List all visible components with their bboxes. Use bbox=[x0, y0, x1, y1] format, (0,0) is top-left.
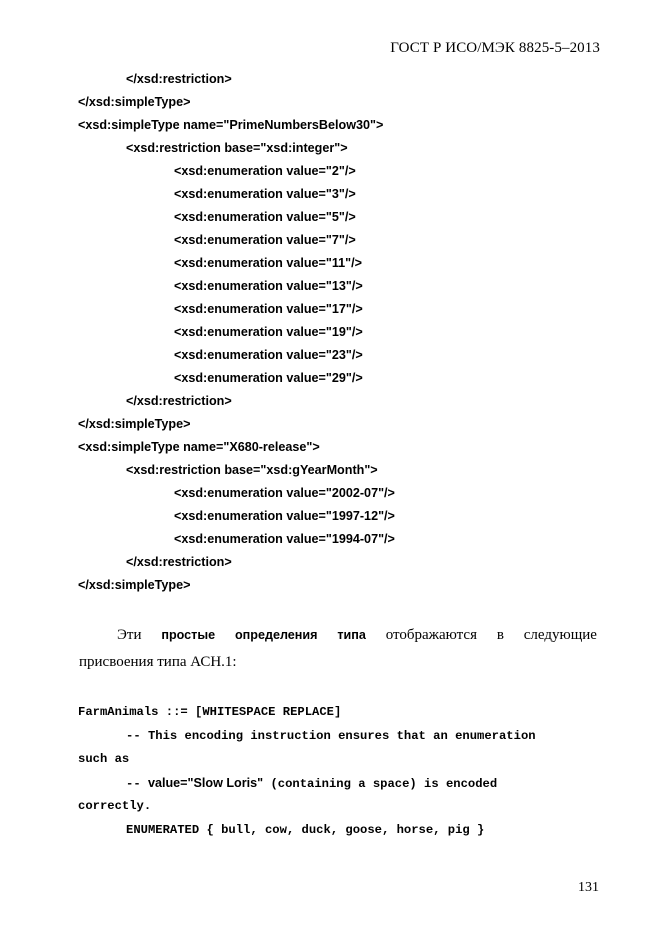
body-paragraph bbox=[79, 622, 597, 676]
xml-line: <xsd:enumeration value="23"/> bbox=[174, 348, 363, 362]
paragraph-word: Эти bbox=[117, 627, 142, 643]
code-line: FarmAnimals ::= [WHITESPACE REPLACE] bbox=[78, 705, 342, 719]
xml-line: <xsd:enumeration value="29"/> bbox=[174, 371, 363, 385]
xml-line: <xsd:restriction base="xsd:gYearMonth"> bbox=[126, 463, 378, 477]
code-line bbox=[0, 772, 661, 796]
paragraph-word: отображаются bbox=[385, 627, 477, 643]
xml-line: <xsd:enumeration value="7"/> bbox=[174, 233, 356, 247]
xml-line: </xsd:simpleType> bbox=[78, 95, 191, 109]
paragraph-term: определения bbox=[234, 628, 318, 642]
code-line: -- This encoding instruction ensures that an enumeration bbox=[126, 728, 536, 743]
paragraph-term: простые bbox=[161, 628, 216, 642]
page-number: 131 bbox=[578, 880, 599, 895]
xml-line: <xsd:enumeration value="19"/> bbox=[174, 325, 363, 339]
xml-line: <xsd:enumeration value="11"/> bbox=[174, 256, 362, 270]
xml-line: <xsd:enumeration value="5"/> bbox=[174, 210, 356, 224]
code-line: such as bbox=[78, 752, 130, 766]
xml-line: <xsd:enumeration value="13"/> bbox=[174, 279, 363, 293]
xml-line: <xsd:restriction base="xsd:integer"> bbox=[126, 141, 348, 155]
code-comment-marker: -- bbox=[126, 776, 148, 791]
paragraph-word: в bbox=[496, 627, 504, 643]
asn1-code-listing bbox=[0, 701, 661, 842]
document-header: ГОСТ Р ИСО/МЭК 8825-5–2013 bbox=[390, 40, 600, 56]
xml-line: <xsd:enumeration value="1997-12"/> bbox=[174, 509, 395, 523]
xml-line: </xsd:restriction> bbox=[126, 394, 232, 408]
paragraph-line bbox=[79, 622, 597, 649]
xml-line: <xsd:enumeration value="17"/> bbox=[174, 302, 363, 316]
xml-line: </xsd:restriction> bbox=[126, 555, 232, 569]
xml-line: <xsd:enumeration value="2002-07"/> bbox=[174, 486, 395, 500]
paragraph-line: присвоения типа АСН.1: bbox=[79, 654, 237, 670]
code-value-example: value="Slow Loris" bbox=[147, 775, 264, 790]
xml-line: </xsd:restriction> bbox=[126, 72, 232, 86]
xml-line: <xsd:enumeration value="2"/> bbox=[174, 164, 356, 178]
xml-line: </xsd:simpleType> bbox=[78, 578, 191, 592]
paragraph-word: следующие bbox=[523, 627, 597, 643]
xml-line: <xsd:enumeration value="3"/> bbox=[174, 187, 356, 201]
code-comment-text: (containing a space) is encoded bbox=[263, 776, 498, 791]
xml-line: <xsd:simpleType name="X680-release"> bbox=[78, 440, 320, 454]
xml-line: <xsd:enumeration value="1994-07"/> bbox=[174, 532, 395, 546]
paragraph-term: типа bbox=[337, 628, 366, 642]
xml-line: </xsd:simpleType> bbox=[78, 417, 191, 431]
xml-schema-listing bbox=[0, 68, 661, 597]
xml-line: <xsd:simpleType name="PrimeNumbersBelow30"> bbox=[78, 118, 384, 132]
code-line: ENUMERATED { bull, cow, duck, goose, horse, pig } bbox=[126, 822, 485, 837]
code-line: correctly. bbox=[78, 799, 152, 813]
